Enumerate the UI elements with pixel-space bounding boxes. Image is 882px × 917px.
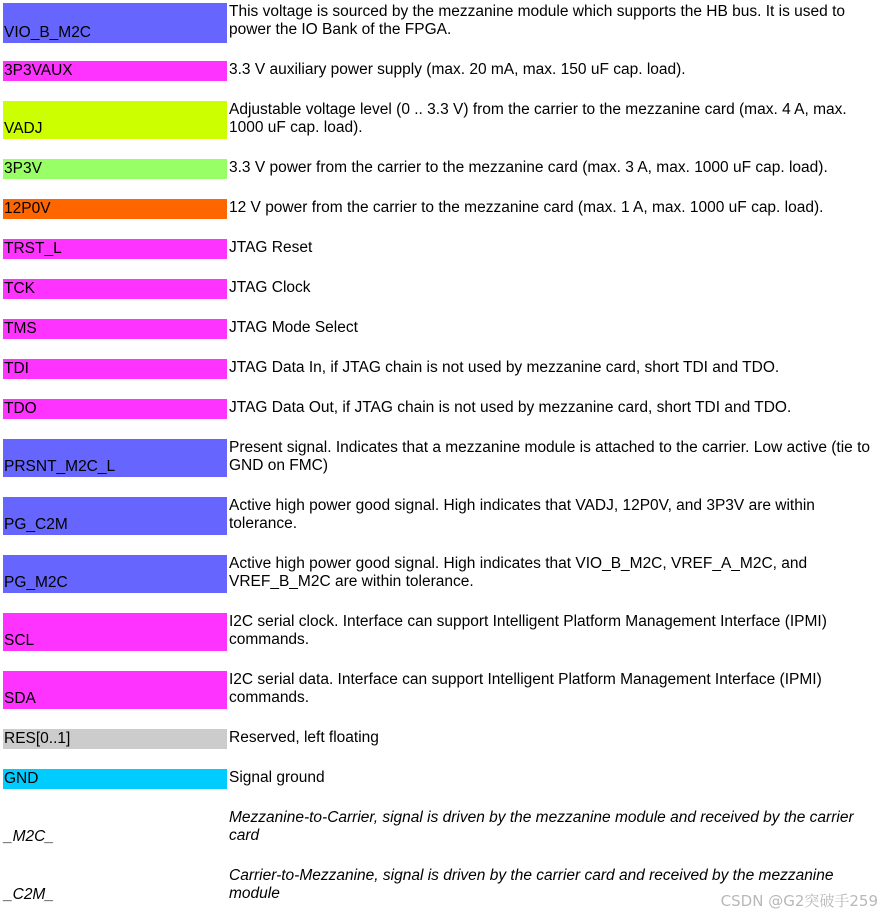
signal-description: This voltage is sourced by the mezzanine module which supports the HB bus. It is used to power the IO Bank of the FPGA.: [229, 3, 846, 38]
table-row: [3, 279, 879, 299]
signal-cell: [3, 497, 227, 535]
signal-description: I2C serial clock. Interface can support Intelligent Platform Management Interface (IPMI) commands.: [229, 613, 827, 648]
signal-description: Active high power good signal. High indicates that VADJ, 12P0V, and 3P3V are within tolerance.: [229, 497, 815, 532]
signal-description: JTAG Data Out, if JTAG chain is not used by mezzanine card, short TDI and TDO.: [229, 399, 792, 416]
table-row: [3, 239, 879, 259]
table-row: [3, 159, 879, 179]
signal-cell: [3, 101, 227, 139]
table-row: [3, 319, 879, 339]
signal-name: PRSNT_M2C_L: [4, 458, 116, 475]
signal-description: Active high power good signal. High indicates that VIO_B_M2C, VREF_A_M2C, and VREF_B_M2C are within tolerance.: [229, 555, 808, 590]
table-row: [3, 497, 879, 535]
signal-name: _C2M_: [4, 886, 54, 903]
signal-name: TDI: [4, 360, 29, 377]
signal-cell: [3, 769, 227, 789]
table-row: [3, 809, 879, 847]
signal-name: TRST_L: [4, 240, 62, 257]
signal-description: Adjustable voltage level (0 .. 3.3 V) from the carrier to the mezzanine card (max. 4 A, max. 1000 uF cap. load).: [229, 101, 847, 136]
table-row: [3, 399, 879, 419]
signal-cell: [3, 439, 227, 477]
table-row: [3, 555, 879, 593]
signal-cell: [3, 199, 227, 219]
table-row: [3, 3, 879, 43]
signal-description: Reserved, left floating: [229, 729, 379, 746]
table-row: [3, 61, 879, 81]
table-row: [3, 671, 879, 709]
signal-name: PG_M2C: [4, 574, 68, 591]
signal-cell: [3, 3, 227, 43]
signal-name: SDA: [4, 690, 36, 707]
table-row: [3, 729, 879, 749]
signal-name: 12P0V: [4, 200, 51, 217]
signal-cell: [3, 613, 227, 651]
signal-name: VIO_B_M2C: [4, 24, 92, 41]
signal-cell: [3, 159, 227, 179]
signal-description: JTAG Clock: [229, 279, 311, 296]
signal-description: 12 V power from the carrier to the mezzanine card (max. 1 A, max. 1000 uF cap. load).: [229, 199, 824, 216]
table-row: [3, 439, 879, 477]
watermark: CSDN @G2突破手259: [720, 892, 878, 910]
table-row: [3, 359, 879, 379]
signal-name: 3P3VAUX: [4, 62, 73, 79]
signal-name: _M2C_: [4, 828, 54, 845]
signal-name: 3P3V: [4, 160, 42, 177]
table-row: [3, 769, 879, 789]
signal-name: TCK: [4, 280, 35, 297]
signal-name: TMS: [4, 320, 37, 337]
signal-name: RES[0..1]: [4, 730, 71, 747]
signal-description: 3.3 V auxiliary power supply (max. 20 mA, max. 150 uF cap. load).: [229, 61, 686, 78]
signal-cell: [3, 239, 227, 259]
signal-cell: [3, 729, 227, 749]
signal-cell: [3, 61, 227, 81]
signal-description: JTAG Data In, if JTAG chain is not used by mezzanine card, short TDI and TDO.: [229, 359, 780, 376]
signal-cell: [3, 809, 227, 847]
signal-description: Present signal. Indicates that a mezzanine module is attached to the carrier. Low active (tie to GND on FMC): [229, 439, 871, 474]
signal-description: I2C serial data. Interface can support Intelligent Platform Management Interface (IPMI) commands.: [229, 671, 822, 706]
signal-cell: [3, 319, 227, 339]
signal-name: VADJ: [4, 120, 43, 137]
table-row: [3, 101, 879, 139]
signal-description: JTAG Reset: [229, 239, 313, 256]
signal-description: 3.3 V power from the carrier to the mezzanine card (max. 3 A, max. 1000 uF cap. load).: [229, 159, 828, 176]
signal-cell: [3, 867, 227, 905]
signal-name: GND: [4, 770, 39, 787]
signal-description: JTAG Mode Select: [229, 319, 358, 336]
signal-name: PG_C2M: [4, 516, 68, 533]
signal-cell: [3, 671, 227, 709]
signal-cell: [3, 399, 227, 419]
signal-table: [3, 0, 879, 905]
signal-description: Carrier-to-Mezzanine, signal is driven by the carrier card and received by the mezzanine module: [229, 867, 834, 902]
signal-cell: [3, 279, 227, 299]
signal-name: SCL: [4, 632, 35, 649]
signal-cell: [3, 555, 227, 593]
table-row: [3, 199, 879, 219]
signal-name: TDO: [4, 400, 37, 417]
table-row: [3, 613, 879, 651]
signal-description: Mezzanine-to-Carrier, signal is driven by the mezzanine module and received by the carrier card: [229, 809, 854, 844]
signal-cell: [3, 359, 227, 379]
signal-description: Signal ground: [229, 769, 325, 786]
